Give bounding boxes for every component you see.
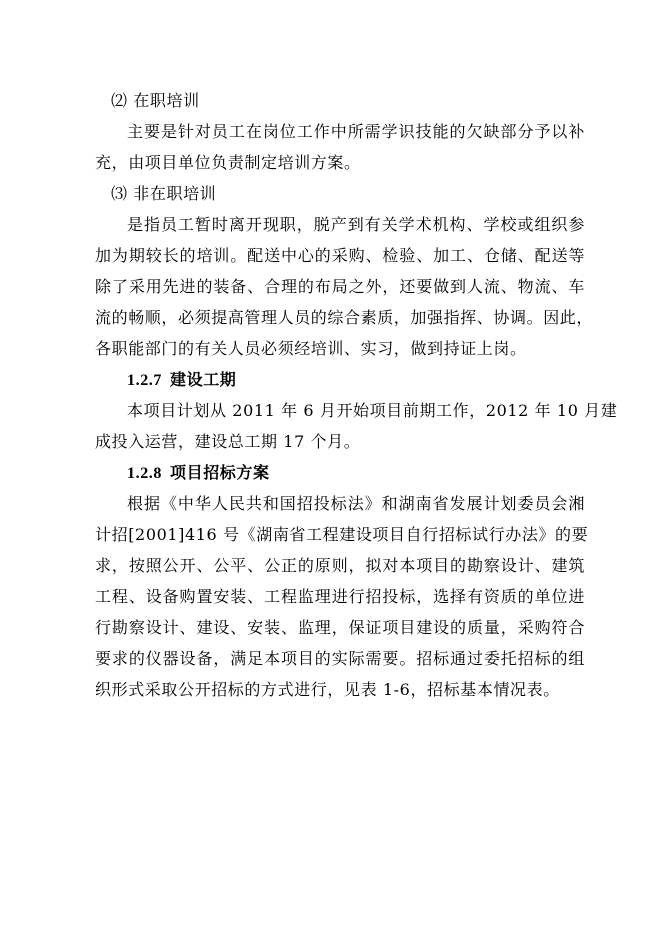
bidding-line-6: 要求的仪器设备，满足本项目的实际需要。招标通过委托招标的组 — [95, 649, 585, 668]
bidding-line-2: 计招[2001]416 号《湖南省工程建设项目自行招标试行办法》的要 — [95, 525, 589, 544]
heading-1-2-8-number: 1.2.8 — [127, 465, 162, 482]
section-3-line-5: 各职能部门的有关人员必须经培训、实习，做到持证上岗。 — [95, 339, 527, 358]
section-3-line-2: 加为期较长的培训。配送中心的采购、检验、加工、仓储、配送等 — [95, 246, 585, 265]
bidding-line-7: 织形式采取公开招标的方式进行，见表 1-6，招标基本情况表。 — [95, 680, 560, 699]
heading-1-2-7-number: 1.2.7 — [127, 372, 162, 389]
bidding-line-1: 根据《中华人民共和国招投标法》和湖南省发展计划委员会湘 — [127, 494, 585, 513]
section-3-label: ⑶ 非在职培训 — [111, 184, 217, 203]
heading-1-2-7-title: 建设工期 — [170, 370, 237, 389]
section-2-line-1: 主要是针对员工在岗位工作中所需学识技能的欠缺部分予以补 — [127, 122, 585, 141]
heading-1-2-7 — [95, 364, 585, 395]
section-3-line-1: 是指员工暂时离开现职，脱产到有关学术机构、学校或组织参 — [127, 215, 585, 234]
section-2-label: ⑵ 在职培训 — [111, 91, 200, 110]
section-3-line-4: 流的畅顺，必须提高管理人员的综合素质，加强指挥、协调。因此， — [95, 308, 594, 327]
section-2-line-2: 充，由项目单位负责制定培训方案。 — [95, 153, 361, 172]
heading-1-2-8-title: 项目招标方案 — [170, 463, 270, 482]
bidding-line-4: 工程、设备购置安装、工程监理进行招投标，选择有资质的单位进 — [95, 587, 585, 606]
section-3-line-3: 除了采用先进的装备、合理的布局之外，还要做到人流、物流、车 — [95, 277, 585, 296]
bidding-line-5: 行勘察设计、建设、安装、监理，保证项目建设的质量，采购符合 — [95, 618, 585, 637]
heading-1-2-8 — [95, 457, 585, 488]
document-body — [95, 85, 618, 705]
bidding-line-3: 求，按照公开、公平、公正的原则，拟对本项目的勘察设计、建筑 — [95, 556, 585, 575]
schedule-line-2: 成投入运营，建设总工期 17 个月。 — [95, 432, 361, 451]
schedule-line-1: 本项目计划从 2011 年 6 月开始项目前期工作，2012 年 10 月建 — [127, 401, 618, 420]
